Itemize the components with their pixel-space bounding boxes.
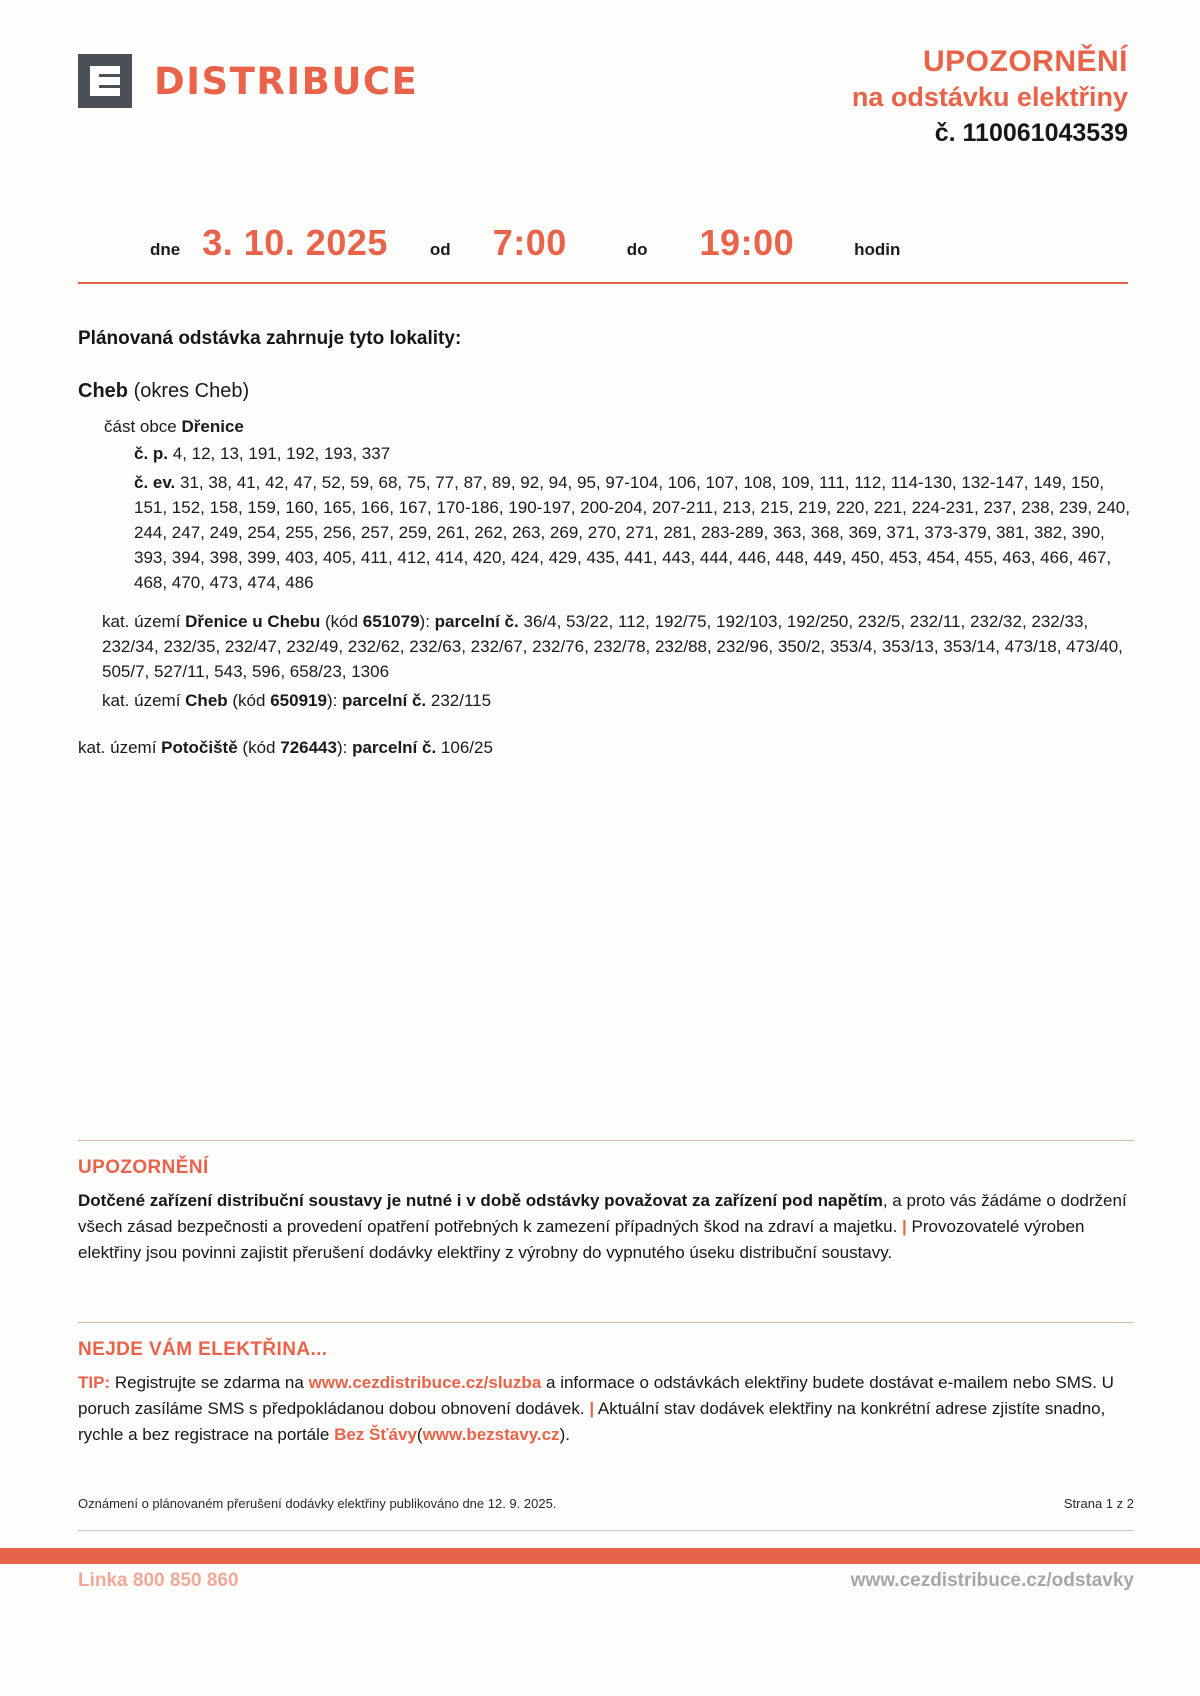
footer-contacts — [78, 1570, 1134, 1592]
kat-name-1: Cheb — [185, 690, 228, 710]
kat-code-0: 651079 — [362, 611, 420, 631]
outage-datetime-bar — [78, 222, 1128, 284]
village-part-label: část obce — [104, 417, 177, 436]
city-name: Cheb — [78, 380, 128, 402]
header-notice-number: č. 110061043539 — [934, 119, 1128, 148]
cev-values: 31, 38, 41, 42, 47, 52, 59, 68, 75, 77, 87, 89, 92, 94, 95, 97-104, 106, 107, 108, 109, 111, 112, 114-130, 132-147, 149, 150, 151, 152, 158, 159, 160, 165, 166, 167, 170-186, 190-197, 200-204, 207-211, 213, 215, 219, 220, 221, 224-231, 237, 238, 239, 240, 244, 247, 249, 254, 255, 256, 257, 259, 261, 262, 263, 269, 270, 271, 281, 283-289, 363, 368, 369, 371, 373-379, 381, 382, 390, 393, 394, 398, 399, 403, 405, 411, 412, 414, 420, 424, 429, 435, 441, 443, 444, 446, 448, 449, 450, 453, 454, 455, 463, 466, 467, 468, 470, 473, 474, 486 — [134, 472, 1130, 592]
paren-close: ). — [559, 1424, 570, 1444]
warning-separator: | — [902, 1216, 907, 1236]
kat-label-1: kat. území — [102, 690, 181, 710]
tip-link-bezstavy[interactable]: www.bezstavy.cz — [422, 1424, 560, 1444]
header-title-block — [852, 44, 1128, 149]
tip-notice-body — [78, 1370, 1134, 1447]
outage-time-to: 19:00 — [699, 222, 795, 263]
header-notice-word: UPOZORNĚNÍ — [922, 45, 1128, 78]
kat-code-1: 650919 — [270, 690, 327, 710]
divider-bottom — [78, 1530, 1134, 1531]
tip-text-c: Aktuální stav dodávek elektřiny na konkrétní adrese zjistíte snadno, rychle a bez registrace na portále — [78, 1398, 1106, 1444]
tip-label: TIP: — [78, 1373, 111, 1392]
divider-middle — [78, 1322, 1134, 1323]
tip-separator: | — [589, 1398, 595, 1418]
kat-parcels-0: 36/4, 53/22, 112, 192/75, 192/103, 192/250, 232/5, 232/11, 232/32, 232/33, 232/34, 232/35, 232/47, 232/49, 232/62, 232/63, 232/67, 232/76, 232/78, 232/88, 232/96, 350/2, 353/4, 353/13, 353/14, 473/18, 473/40, 505/7, 527/11, 543, 596, 658/23, 1306 — [102, 611, 1123, 681]
kat-name-0: Dřenice u Chebu — [185, 611, 321, 631]
publication-note: Oznámení o plánovaném přerušení dodávky elektřiny publikováno dne 12. 9. 2025. — [78, 1496, 557, 1511]
kod-label-0: kód — [330, 611, 359, 631]
warning-notice-block — [78, 1140, 1134, 1265]
village-part-name: Dřenice — [181, 417, 244, 436]
city-heading — [78, 380, 1134, 403]
brand-wordmark: DISTRIBUCE — [154, 59, 419, 103]
label-od: od — [429, 240, 451, 259]
warning-notice-title: UPOZORNĚNÍ — [78, 1157, 209, 1178]
localities-section — [78, 328, 1134, 765]
house-numbers-cp-line — [134, 442, 1134, 467]
cadastral-area-1: kat. území Cheb (kód 650919): parcelní č. 232/115 — [102, 690, 492, 710]
kod-label-2: kód — [248, 737, 276, 757]
page-indicator: Strana 1 z 2 — [1063, 1496, 1134, 1511]
kat-code-2: 726443 — [280, 737, 337, 757]
brand-logo — [78, 54, 418, 108]
warning-second-text: Provozovatelé výroben elektřiny jsou povinni zajistit přerušení dodávky elektřiny z výrobny do vypnutého úseku distribuční soustavy. — [78, 1216, 1085, 1262]
footer-phone: Linka 800 850 860 — [78, 1570, 239, 1591]
tip-text-a: Registrujte se zdarma na — [114, 1373, 304, 1392]
outage-time-from: 7:00 — [492, 222, 567, 263]
localities-intro: Plánovaná odstávka zahrnuje tyto lokality: — [78, 328, 462, 349]
warning-bold-text: Dotčené zařízení distribuční soustavy je nutné i v době odstávky považovat za zařízení pod napětím — [78, 1191, 883, 1210]
parcel-label-0: parcelní č. — [434, 611, 519, 631]
kat-name-2: Potočiště — [161, 737, 238, 757]
cadastral-area-0: kat. území Dřenice u Chebu (kód 651079): parcelní č. 36/4, 53/22, 112, 192/75, 192/103, 192/250, 232/5, 232/11, 232/32, 232/33, 232/34, 232/35, 232/47, 232/49, 232/62, 232/63, 232/67, 232/76, 232/78, 232/88, 232/96, 350/2, 353/4, 353/13, 353/14, 473/18, 473/40, 505/7, 527/11, 543, 596, 658/23, 1306 — [102, 611, 1123, 681]
parcel-label-1: parcelní č. — [342, 690, 427, 710]
divider-top — [78, 1140, 1134, 1141]
tip-notice-title: NEJDE VÁM ELEKTŘINA... — [78, 1339, 328, 1360]
tip-link-sluzba[interactable]: www.cezdistribuce.cz/sluzba — [308, 1373, 542, 1392]
footer-web-link[interactable]: www.cezdistribuce.cz/odstavky — [850, 1570, 1134, 1591]
warning-notice-body — [78, 1188, 1134, 1265]
cp-label: č. p. — [134, 444, 169, 463]
village-part-line — [104, 417, 1134, 437]
house-numbers-cev-line — [134, 471, 1134, 596]
outage-date: 3. 10. 2025 — [202, 222, 388, 263]
document-footer-meta — [78, 1496, 1134, 1511]
cev-label: č. ev. — [134, 472, 176, 492]
kod-label-1: kód — [238, 690, 266, 710]
label-do: do — [626, 240, 648, 259]
label-dne: dne — [150, 240, 181, 259]
city-district: (okres Cheb) — [133, 380, 250, 402]
header-subtitle: na odstávku elektřiny — [851, 82, 1128, 113]
tip-text-b: a informace o odstávkách elektřiny budete dostávat e-mailem nebo SMS. U poruch zasíláme SMS s předpokládanou dobou obnovení dodávek. — [78, 1373, 1114, 1418]
kat-label-0: kat. území — [102, 611, 181, 631]
kat-label-2: kat. území — [78, 737, 157, 757]
tip-notice-block — [78, 1322, 1134, 1447]
tip-portal-name[interactable]: Bez Šťávy — [334, 1424, 417, 1444]
cadastral-area-2: kat. území Potočiště (kód 726443): parcelní č. 106/25 — [78, 737, 493, 757]
warning-rest-text: , a proto vás žádáme o dodržení všech zásad bezpečnosti a provedení opatření potřebných k zamezení případných škod na zdraví a majetku. — [78, 1191, 1127, 1236]
cez-logo-mark-icon — [78, 54, 132, 108]
kat-parcels-2: 106/25 — [440, 737, 493, 757]
paren-open: ( — [416, 1424, 423, 1444]
kat-parcels-1: 232/115 — [430, 690, 492, 710]
parcel-label-2: parcelní č. — [352, 737, 437, 757]
cp-values: 4, 12, 13, 191, 192, 193, 337 — [172, 444, 391, 463]
label-hodin: hodin — [854, 240, 901, 259]
document-header — [78, 44, 1128, 164]
footer-accent-bar — [0, 1548, 1200, 1564]
